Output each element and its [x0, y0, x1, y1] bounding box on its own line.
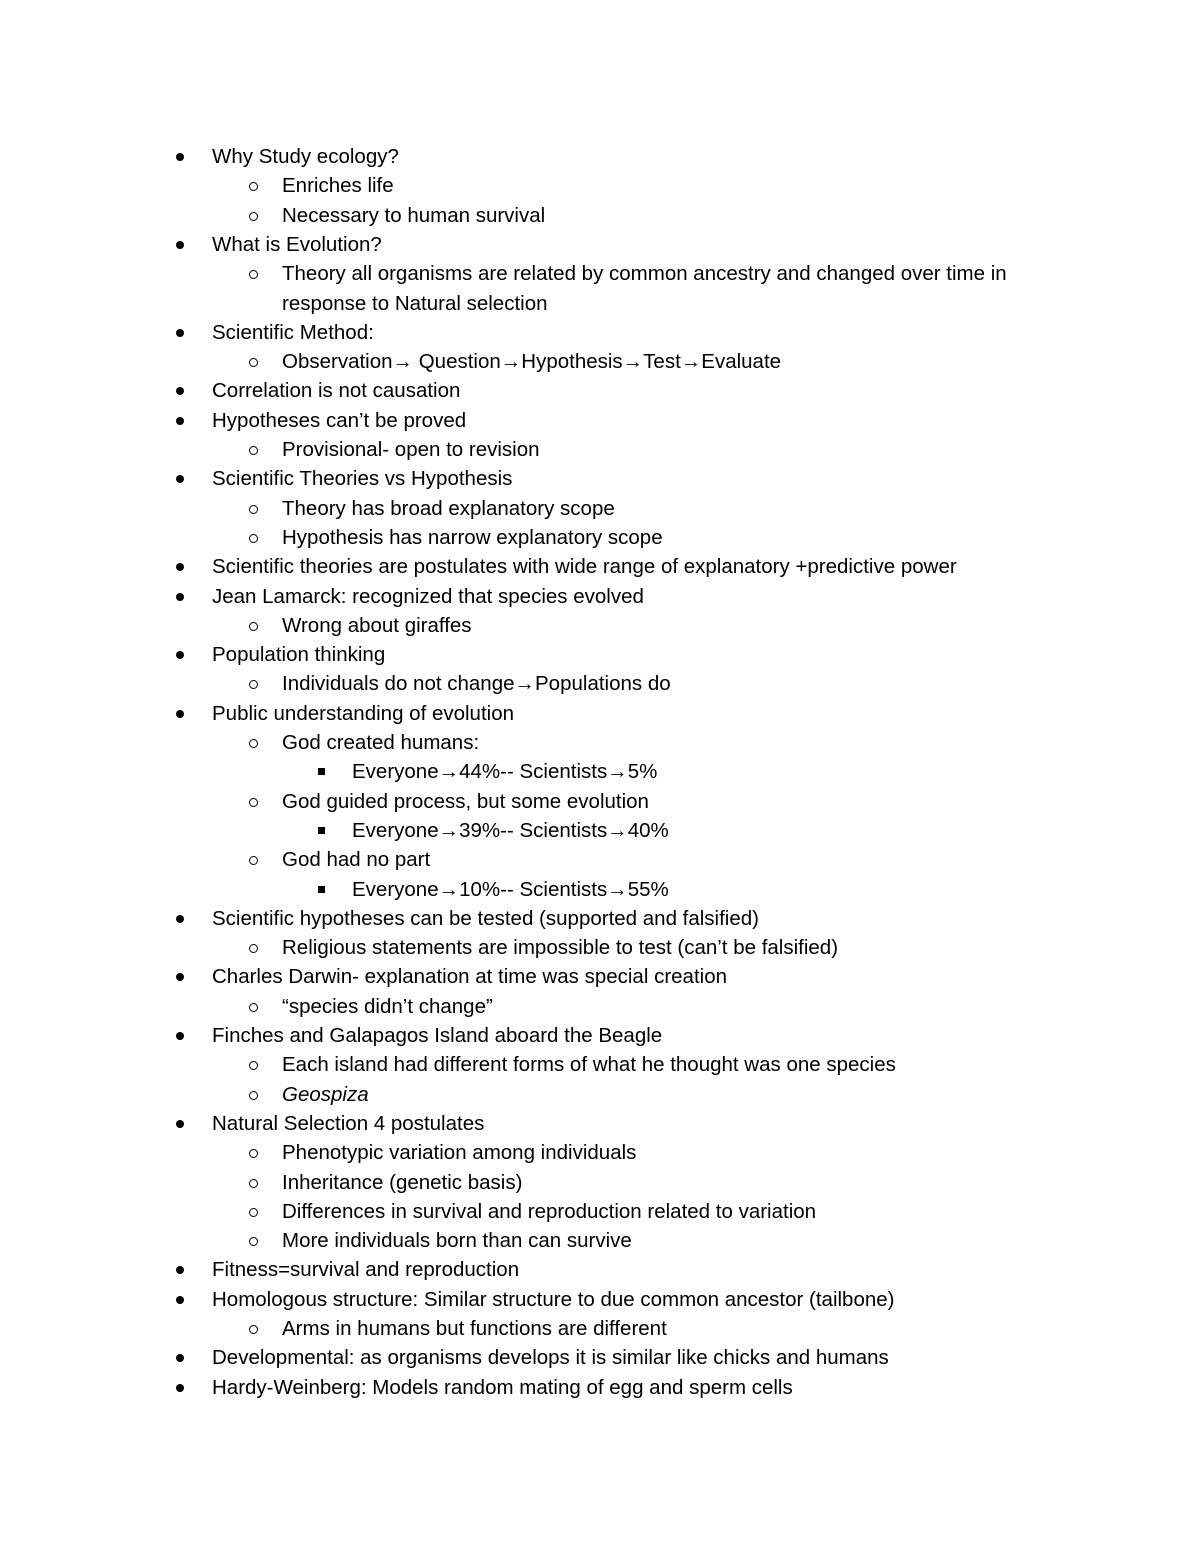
- bullet-dot-icon: [176, 1032, 184, 1040]
- list-item-level-2: [0, 845, 1200, 875]
- bullet-dot-icon: [176, 710, 184, 718]
- list-item-text: Geospiza: [282, 1082, 369, 1106]
- list-item-level-2: [0, 201, 1200, 231]
- list-item-text: Everyone→39%-- Scientists→40%: [352, 818, 669, 842]
- bullet-circle-icon: [249, 1061, 258, 1070]
- list-item-level-1: [0, 406, 1200, 436]
- list-item-level-2: [0, 1138, 1200, 1168]
- bullet-dot-icon: [176, 915, 184, 923]
- bullet-circle-icon: [249, 1325, 258, 1334]
- list-item-level-2: [0, 435, 1200, 465]
- list-item-text: God created humans:: [282, 731, 480, 754]
- list-item-level-1: [0, 230, 1200, 260]
- list-item-level-2: [0, 494, 1200, 524]
- list-item-text: Hypotheses can’t be proved: [212, 408, 467, 432]
- list-item-text: “species didn’t change”: [282, 994, 493, 1018]
- list-item-text: Jean Lamarck: recognized that species evolved: [212, 584, 644, 608]
- bullet-circle-icon: [249, 856, 258, 865]
- list-item-level-2: [0, 1197, 1200, 1227]
- bullet-circle-icon: [249, 1237, 258, 1246]
- bullet-square-icon: [318, 827, 325, 834]
- list-item-text: Inheritance (genetic basis): [282, 1170, 523, 1194]
- list-item-text: Natural Selection 4 postulates: [212, 1111, 485, 1135]
- list-item-level-3: [0, 757, 1200, 787]
- list-item-level-1: [0, 962, 1200, 992]
- bullet-dot-icon: [176, 475, 184, 483]
- bullet-circle-icon: [249, 1179, 258, 1188]
- bullet-circle-icon: [249, 1149, 258, 1158]
- list-item-text: Wrong about giraffes: [282, 613, 472, 637]
- list-item-level-3: [0, 816, 1200, 846]
- bullet-dot-icon: [176, 651, 184, 659]
- bullet-circle-icon: [249, 1208, 258, 1217]
- list-item-text: Scientific theories are postulates with wide range of explanatory +predictive power: [212, 555, 957, 579]
- list-item-level-2: [0, 1080, 1200, 1110]
- bullet-circle-icon: [249, 505, 258, 514]
- list-item-text: More individuals born than can survive: [282, 1229, 632, 1253]
- list-item-level-2: [0, 611, 1200, 641]
- bullet-dot-icon: [176, 563, 184, 571]
- list-item-text: Charles Darwin- explanation at time was special creation: [212, 965, 728, 989]
- list-item-level-1: [0, 552, 1200, 582]
- bullet-square-icon: [318, 886, 325, 893]
- list-item-level-2: [0, 787, 1200, 817]
- bullet-circle-icon: [249, 446, 258, 455]
- bullet-dot-icon: [176, 329, 184, 337]
- list-item-level-2: [0, 523, 1200, 553]
- list-item-text: Phenotypic variation among individuals: [282, 1141, 637, 1165]
- bullet-circle-icon: [249, 622, 258, 631]
- bullet-dot-icon: [176, 1120, 184, 1128]
- list-item-level-2: [0, 347, 1200, 377]
- list-item-text: Arms in humans but functions are different: [282, 1317, 667, 1340]
- list-item-level-1: [0, 1285, 1200, 1315]
- bullet-dot-icon: [176, 417, 184, 425]
- bullet-circle-icon: [249, 270, 258, 279]
- bullet-circle-icon: [249, 680, 258, 689]
- list-item-level-1: [0, 1255, 1200, 1285]
- list-item-text: Scientific Method:: [212, 320, 374, 344]
- bullet-circle-icon: [249, 534, 258, 543]
- list-item-text: Religious statements are impossible to test (can’t be falsified): [282, 936, 839, 960]
- list-item-text: Theory has broad explanatory scope: [282, 496, 615, 520]
- list-item-level-2: [0, 933, 1200, 963]
- list-item-text: Observation→ Question→Hypothesis→Test→Evaluate: [282, 350, 782, 374]
- list-item-text: Each island had different forms of what he thought was one species: [282, 1053, 896, 1077]
- bullet-dot-icon: [176, 593, 184, 601]
- list-item-text: God guided process, but some evolution: [282, 789, 649, 813]
- list-item-level-2: [0, 728, 1200, 758]
- list-item-text: Public understanding of evolution: [212, 701, 515, 725]
- bullet-circle-icon: [249, 182, 258, 191]
- bullet-circle-icon: [249, 739, 258, 748]
- list-item-level-2: [0, 992, 1200, 1022]
- list-item-text: God had no part: [282, 848, 431, 872]
- list-item-level-1: [0, 699, 1200, 729]
- list-item-level-2: [0, 1314, 1200, 1344]
- list-item-text: Scientific hypotheses can be tested (supported and falsified): [212, 906, 759, 930]
- list-item-level-1: [0, 1373, 1200, 1403]
- bullet-dot-icon: [176, 1296, 184, 1304]
- list-item-text: Hypothesis has narrow explanatory scope: [282, 525, 663, 549]
- bullet-dot-icon: [176, 1266, 184, 1274]
- list-item-level-1: [0, 376, 1200, 406]
- list-item-level-1: [0, 1021, 1200, 1051]
- list-item-text: Population thinking: [212, 643, 386, 667]
- bullet-circle-icon: [249, 1003, 258, 1012]
- list-item-text: Everyone→44%-- Scientists→5%: [352, 760, 658, 784]
- list-item-text: What is Evolution?: [212, 232, 382, 256]
- bullet-square-icon: [318, 768, 325, 775]
- list-item-level-2: [0, 1226, 1200, 1256]
- list-item-level-2: [0, 1168, 1200, 1198]
- list-item-text: Differences in survival and reproduction related to variation: [282, 1199, 817, 1223]
- list-item-level-1: [0, 142, 1200, 172]
- bullet-dot-icon: [176, 241, 184, 249]
- bullet-circle-icon: [249, 358, 258, 367]
- list-item-level-1: [0, 904, 1200, 934]
- list-item-level-1: [0, 464, 1200, 494]
- bullet-dot-icon: [176, 1354, 184, 1362]
- bullet-dot-icon: [176, 153, 184, 161]
- list-item-text: Fitness=survival and reproduction: [212, 1258, 520, 1282]
- list-item-text: Hardy-Weinberg: Models random mating of egg and sperm cells: [212, 1375, 793, 1399]
- bullet-dot-icon: [176, 387, 184, 395]
- list-item-text: Individuals do not change→Populations do: [282, 672, 671, 696]
- list-item-text: Why Study ecology?: [212, 145, 399, 168]
- list-item-text: Developmental: as organisms develops it is similar like chicks and humans: [212, 1346, 889, 1370]
- bullet-circle-icon: [249, 798, 258, 807]
- list-item-level-1: [0, 582, 1200, 612]
- list-item-level-2: [0, 669, 1200, 699]
- bullet-dot-icon: [176, 1384, 184, 1392]
- list-item-text: Finches and Galapagos Island aboard the Beagle: [212, 1024, 663, 1047]
- list-item-text: Homologous structure: Similar structure to due common ancestor (tailbone): [212, 1287, 895, 1311]
- list-item-text: Everyone→10%-- Scientists→55%: [352, 877, 669, 901]
- list-item-level-2: [0, 289, 1200, 319]
- list-item-text: Correlation is not causation: [212, 379, 461, 403]
- list-item-text: response to Natural selection: [282, 291, 548, 315]
- list-item-level-2: [0, 171, 1200, 201]
- bullet-circle-icon: [249, 944, 258, 953]
- list-item-text: Provisional- open to revision: [282, 438, 540, 461]
- list-item-text: Necessary to human survival: [282, 203, 546, 227]
- bullet-circle-icon: [249, 212, 258, 221]
- list-item-level-2: [0, 259, 1200, 289]
- list-item-level-1: [0, 318, 1200, 348]
- list-item-text: Theory all organisms are related by common ancestry and changed over time in: [282, 262, 1007, 286]
- list-item-text: Enriches life: [282, 174, 394, 198]
- list-item-level-1: [0, 1343, 1200, 1373]
- list-item-level-1: [0, 640, 1200, 670]
- list-item-level-2: [0, 1050, 1200, 1080]
- bullet-dot-icon: [176, 973, 184, 981]
- bullet-circle-icon: [249, 1091, 258, 1100]
- list-item-level-3: [0, 875, 1200, 905]
- list-item-level-1: [0, 1109, 1200, 1139]
- list-item-text: Scientific Theories vs Hypothesis: [212, 467, 513, 491]
